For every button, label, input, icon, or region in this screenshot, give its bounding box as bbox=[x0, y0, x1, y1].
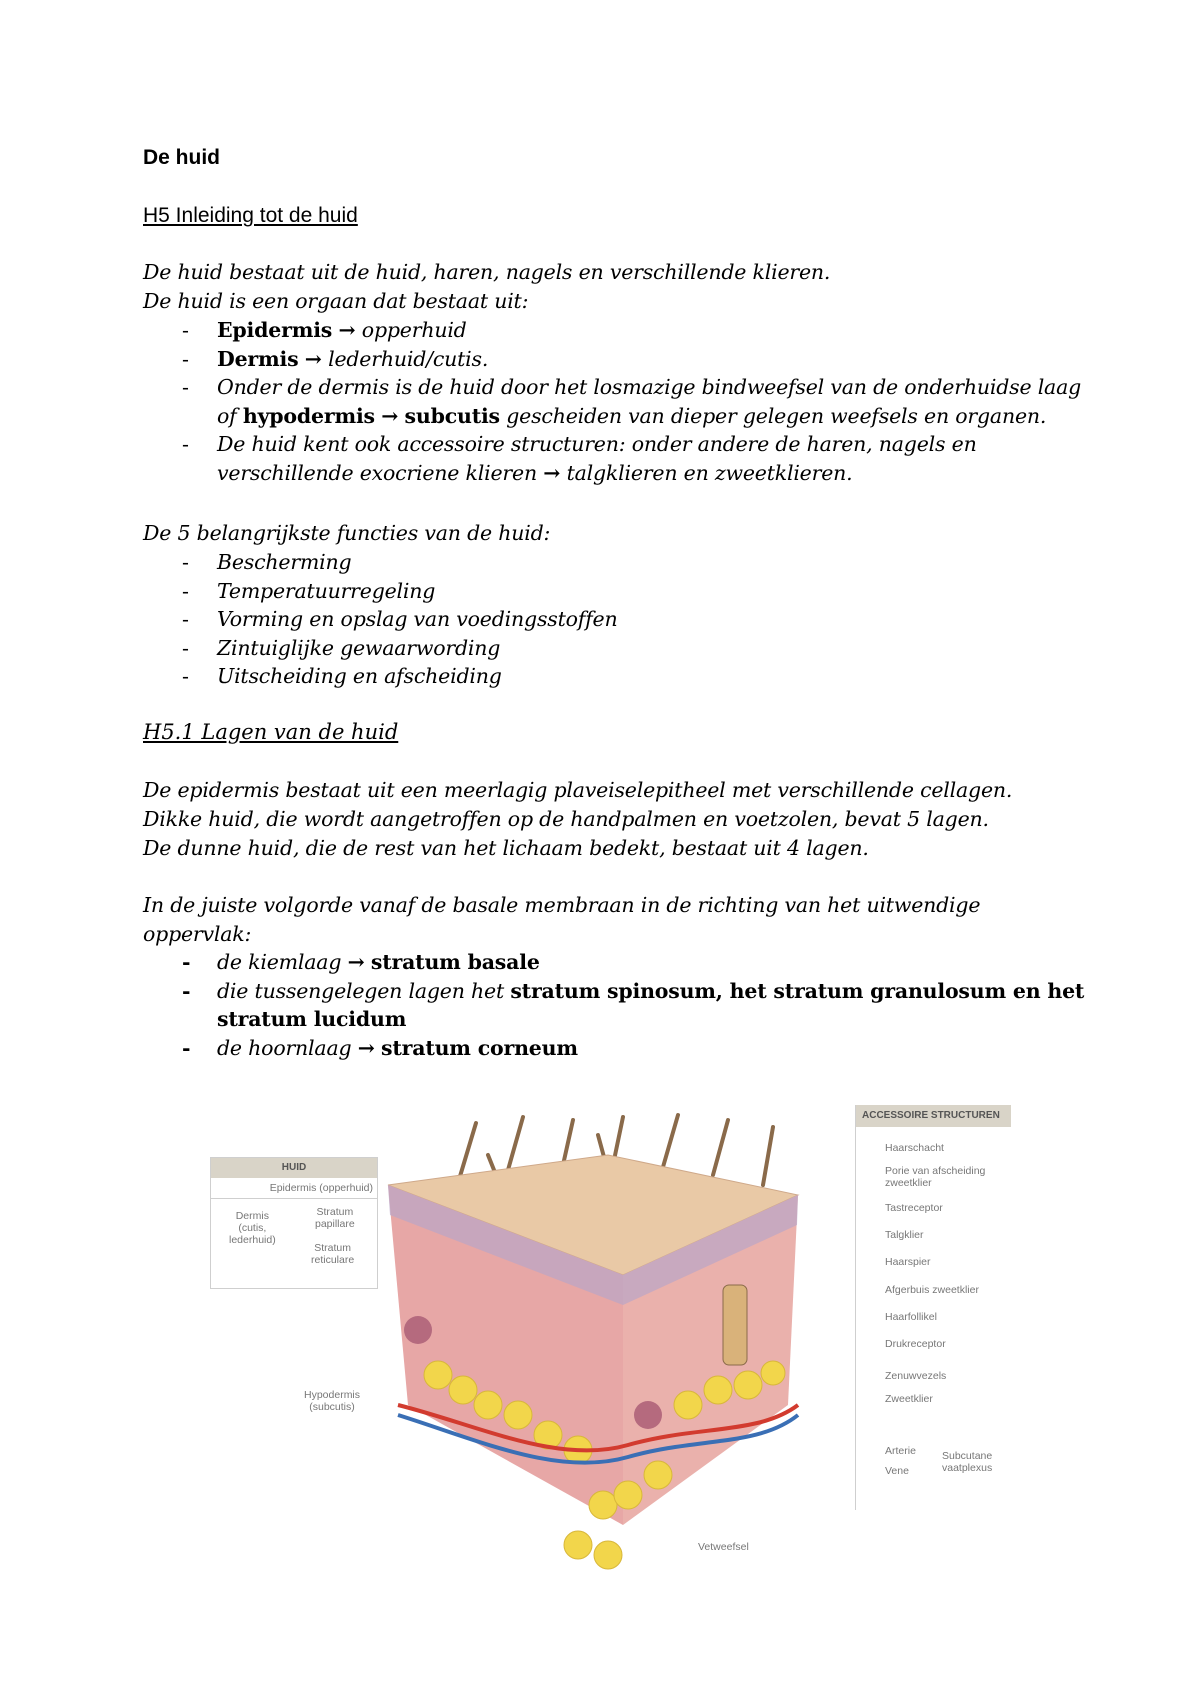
paragraph: In de juiste volgorde vanaf de basale membraan in de richting van het uitwendige bbox=[143, 893, 981, 917]
left-legend bbox=[210, 1157, 378, 1289]
reticulare-label: Stratum reticulare bbox=[311, 1242, 355, 1266]
label: Talgklier bbox=[885, 1229, 924, 1241]
list-item: - De huid kent ook accessoire structuren: onder andere de haren, nagels en verschillende exocriene klieren → talgklieren en zweetklieren. bbox=[182, 430, 1081, 487]
paragraph: oppervlak: bbox=[143, 922, 252, 946]
label: Vene bbox=[885, 1465, 909, 1477]
label: Haarschacht bbox=[885, 1142, 944, 1154]
dermis-label: Dermis (cutis, lederhuid) bbox=[229, 1210, 276, 1246]
list-item: - de kiemlaag → stratum basale bbox=[182, 948, 1084, 977]
paragraph: De huid is een orgaan dat bestaat uit: bbox=[143, 289, 529, 313]
skin-diagram bbox=[210, 1105, 1010, 1585]
papillare-label: Stratum papillare bbox=[315, 1206, 355, 1230]
list-item: - die tussengelegen lagen het stratum spinosum, het stratum granulosum en het stratum lucidum bbox=[182, 977, 1084, 1034]
list-item: - Zintuiglijke gewaarwording bbox=[182, 634, 617, 663]
hypodermis-label: Hypodermis (subcutis) bbox=[304, 1389, 361, 1413]
list-item: - Onder de dermis is de huid door het losmazige bindweefsel van de onderhuidse laag of hypodermis → subcutis gescheiden van dieper gelegen weefsels en organen. bbox=[182, 373, 1081, 430]
paragraph: De epidermis bestaat uit een meerlagig plaveiselepitheel met verschillende cellagen. bbox=[143, 778, 1013, 802]
label: Vetweefsel bbox=[698, 1541, 749, 1553]
document-title: De huid bbox=[143, 146, 220, 169]
organ-list bbox=[182, 316, 1081, 487]
epidermis-label: Epidermis (opperhuid) bbox=[211, 1178, 377, 1199]
list-item: - Bescherming bbox=[182, 548, 617, 577]
label: zweetklier bbox=[885, 1177, 932, 1189]
list-item: - Uitscheiding en afscheiding bbox=[182, 662, 617, 691]
label: Afgerbuis zweetklier bbox=[885, 1284, 979, 1296]
sweat-gland bbox=[634, 1401, 662, 1429]
paragraph: Dikke huid, die wordt aangetroffen op de handpalmen en voetzolen, bevat 5 lagen. bbox=[143, 807, 989, 831]
label: Zenuwvezels bbox=[885, 1370, 947, 1382]
section-heading-inleiding: H5 Inleiding tot de huid bbox=[143, 204, 358, 227]
skin-block-illustration bbox=[378, 1105, 858, 1585]
layers-list bbox=[182, 948, 1084, 1062]
list-item: - de hoornlaag → stratum corneum bbox=[182, 1034, 1084, 1063]
label: Drukreceptor bbox=[885, 1338, 946, 1350]
paragraph: De 5 belangrijkste functies van de huid: bbox=[143, 521, 551, 545]
label: Haarspier bbox=[885, 1256, 931, 1268]
sweat-gland bbox=[404, 1316, 432, 1344]
list-item: - Epidermis → opperhuid bbox=[182, 316, 1081, 345]
paragraph: De huid bestaat uit de huid, haren, nagels en verschillende klieren. bbox=[143, 260, 831, 284]
section-heading-lagen: H5.1 Lagen van de huid bbox=[143, 720, 399, 744]
list-item: - Dermis → lederhuid/cutis. bbox=[182, 345, 1081, 374]
functions-list bbox=[182, 548, 617, 691]
legend-header: ACCESSOIRE STRUCTUREN bbox=[856, 1105, 1011, 1127]
label: Tastreceptor bbox=[885, 1202, 943, 1214]
paragraph: De dunne huid, die de rest van het lichaam bedekt, bestaat uit 4 lagen. bbox=[143, 836, 869, 860]
plexus-label: Subcutane vaatplexus bbox=[942, 1450, 993, 1474]
label: Porie van afscheiding bbox=[885, 1165, 986, 1177]
list-item: - Vorming en opslag van voedingsstoffen bbox=[182, 605, 617, 634]
list-item: - Temperatuurregeling bbox=[182, 577, 617, 606]
hair-follicle bbox=[723, 1285, 747, 1365]
label: Haarfollikel bbox=[885, 1311, 937, 1323]
legend-header: HUID bbox=[211, 1158, 377, 1178]
label: Zweetklier bbox=[885, 1393, 933, 1405]
label: Arterie bbox=[885, 1445, 916, 1457]
